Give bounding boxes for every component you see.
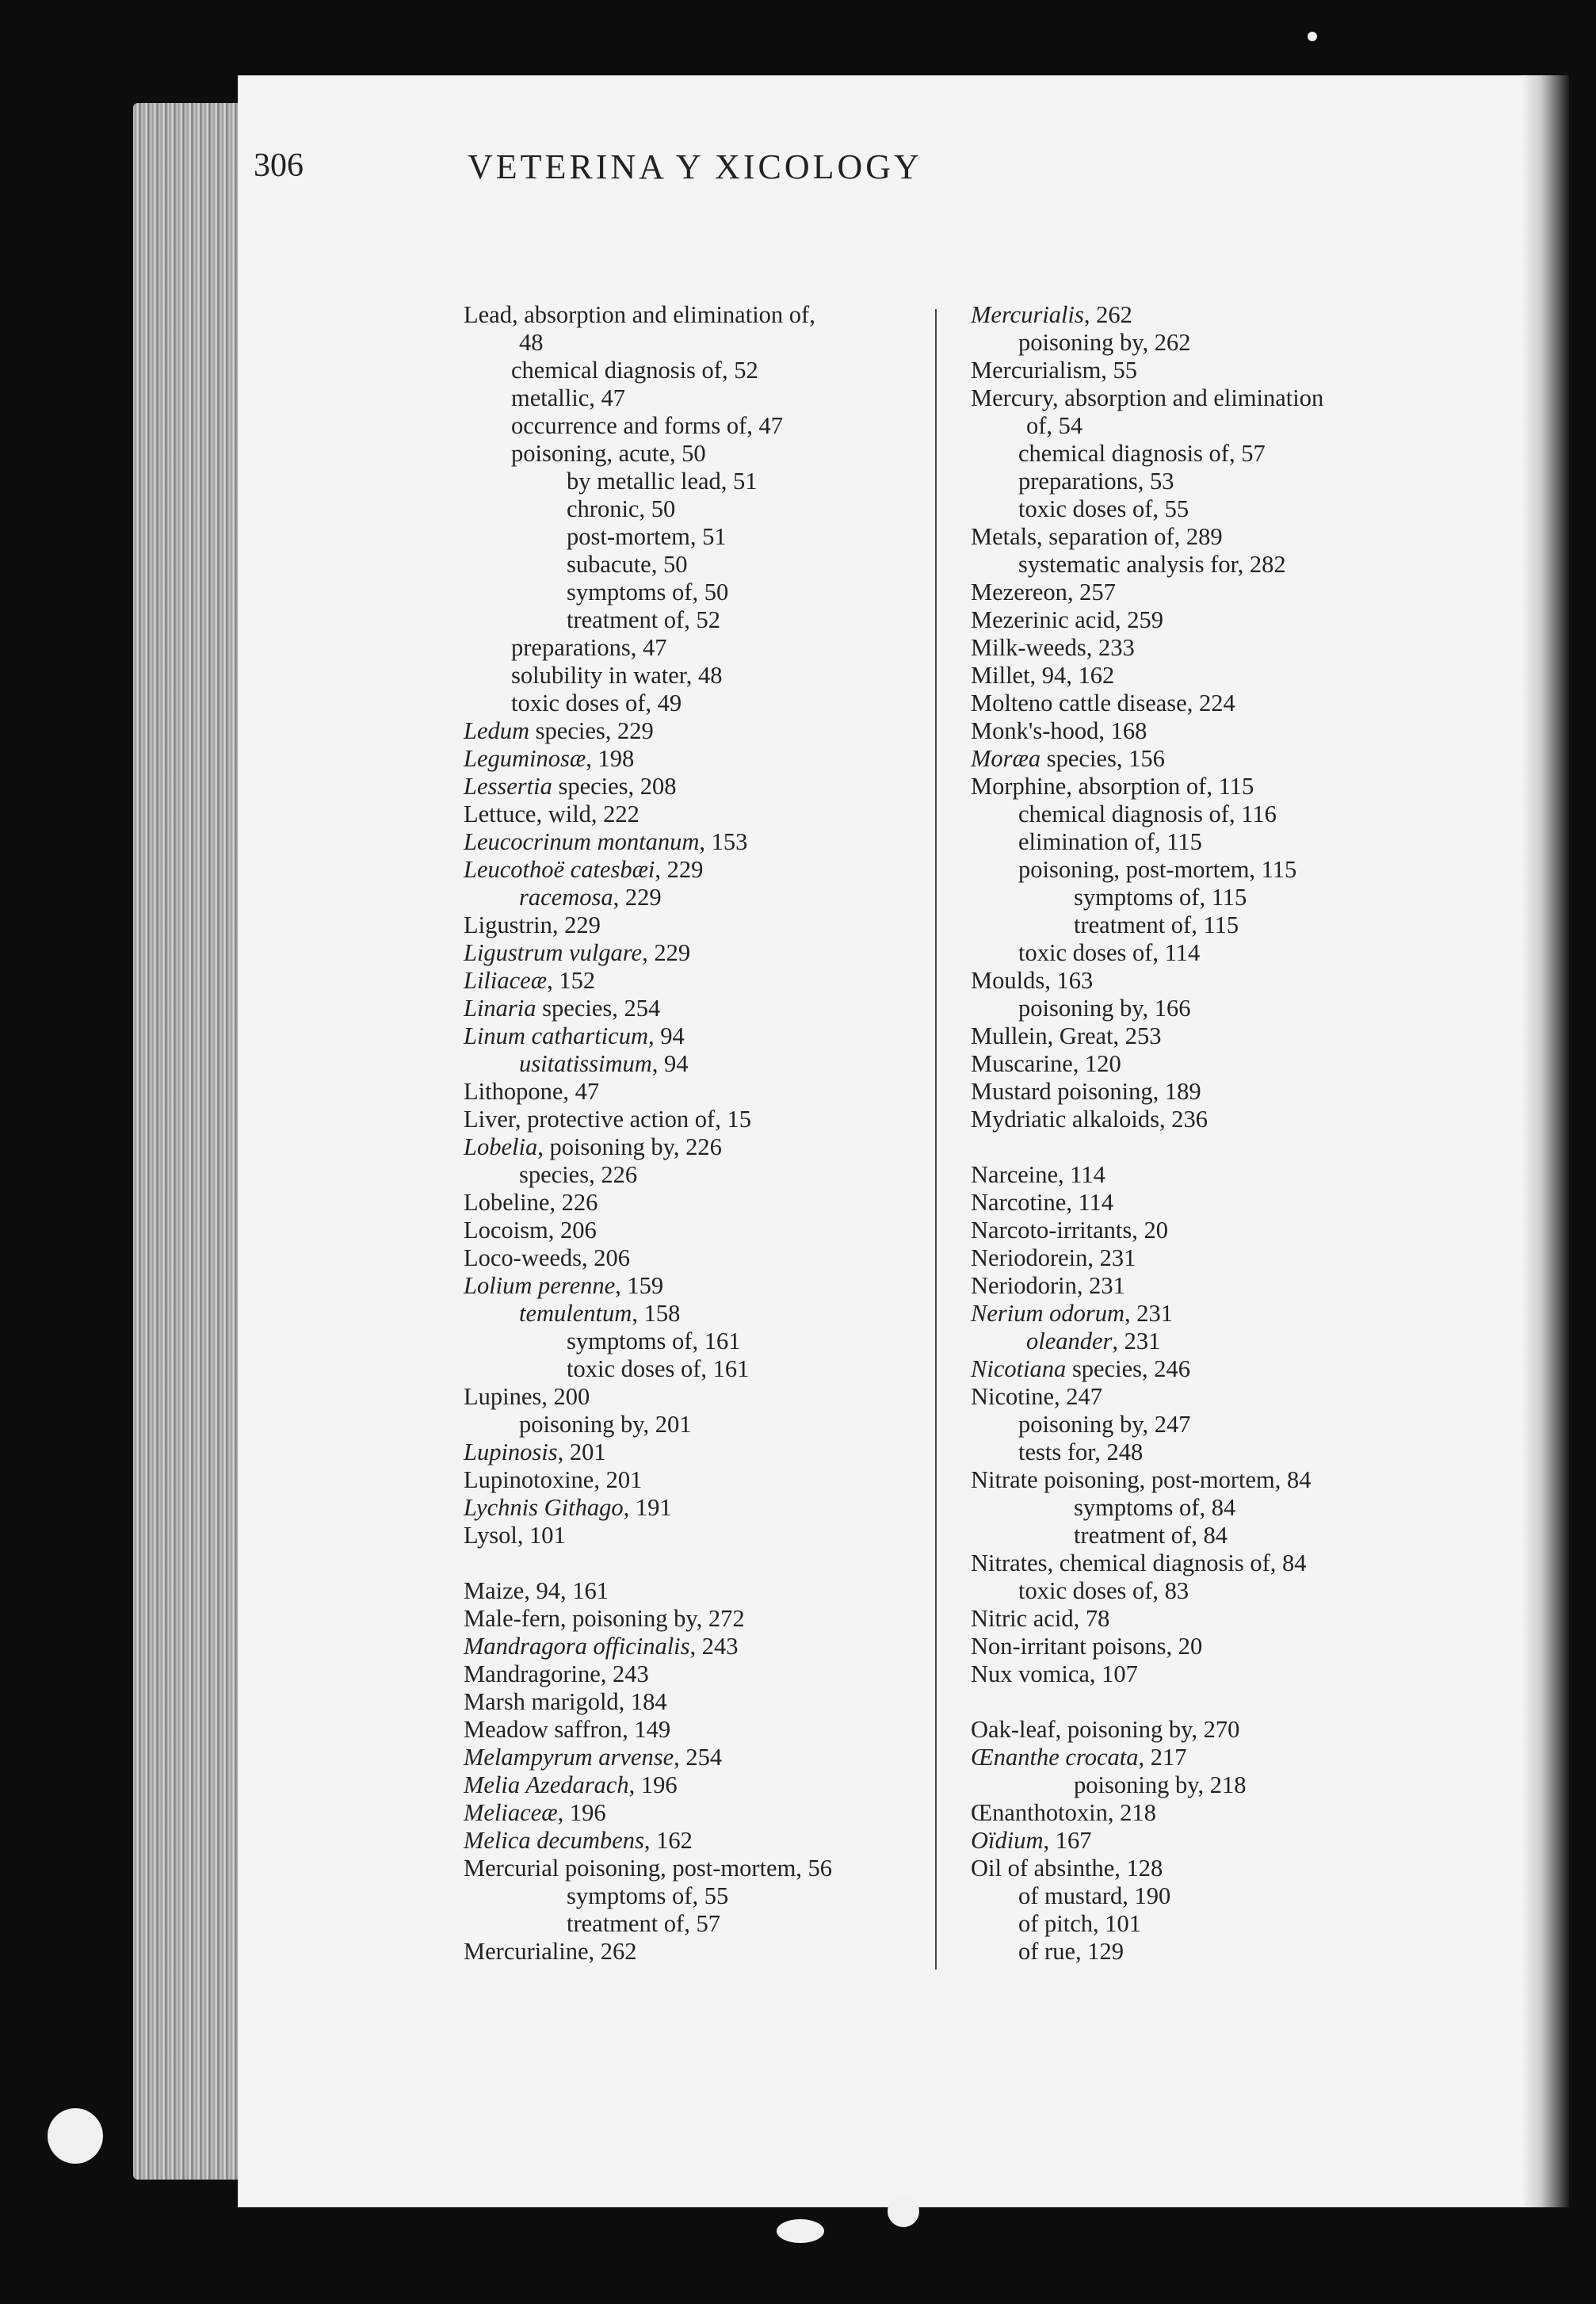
index-entry bbox=[971, 1383, 1323, 1411]
index-term-italic: Lupinosis bbox=[464, 1439, 558, 1465]
index-text: Oil of absinthe, 128 bbox=[971, 1855, 1163, 1882]
index-subentry bbox=[971, 551, 1323, 579]
index-text: Millet, 94, 162 bbox=[971, 662, 1115, 689]
running-head-title: VETERINA Y XICOLOGY bbox=[468, 147, 922, 186]
index-entry bbox=[464, 1494, 832, 1522]
index-text: species, 254 bbox=[536, 995, 661, 1022]
index-text: Molteno cattle disease, 224 bbox=[971, 690, 1235, 716]
index-text: Muscarine, 120 bbox=[971, 1050, 1121, 1077]
index-text: Lead, absorption and elimination of, bbox=[464, 301, 815, 328]
index-entry bbox=[464, 1771, 832, 1799]
index-text: , 94 bbox=[651, 1050, 689, 1077]
index-text: Locoism, 206 bbox=[464, 1217, 597, 1244]
index-entry bbox=[971, 690, 1323, 717]
index-entry bbox=[971, 1106, 1323, 1133]
index-entry bbox=[971, 1050, 1323, 1078]
index-term-italic: Leucocrinum montanum bbox=[464, 828, 700, 855]
index-entry bbox=[971, 1355, 1323, 1383]
index-text: Neriodorin, 231 bbox=[971, 1272, 1125, 1299]
index-column-left bbox=[464, 301, 832, 1966]
index-text: post-mortem, 51 bbox=[567, 523, 727, 550]
index-entry bbox=[971, 1466, 1323, 1494]
index-entry bbox=[464, 1605, 832, 1633]
index-text: poisoning, post-mortem, 115 bbox=[1018, 856, 1297, 883]
index-entry bbox=[971, 606, 1323, 634]
index-entry bbox=[971, 1633, 1323, 1660]
index-text: , 231 bbox=[1112, 1328, 1161, 1355]
index-text: Morphine, absorption of, 115 bbox=[971, 773, 1254, 800]
index-entry bbox=[464, 745, 832, 773]
index-entry bbox=[464, 1827, 832, 1855]
index-text: Mustard poisoning, 189 bbox=[971, 1078, 1201, 1105]
index-subentry bbox=[971, 884, 1323, 911]
index-text: preparations, 47 bbox=[511, 634, 667, 661]
index-text: Lithopone, 47 bbox=[464, 1078, 600, 1105]
index-subentry bbox=[464, 662, 832, 690]
index-subentry bbox=[971, 828, 1323, 856]
index-text: Maize, 94, 161 bbox=[464, 1577, 609, 1604]
index-entry bbox=[464, 1383, 832, 1411]
index-text: chemical diagnosis of, 57 bbox=[1018, 440, 1266, 467]
index-text: symptoms of, 84 bbox=[1074, 1494, 1236, 1521]
index-entry bbox=[464, 1577, 832, 1605]
index-text: Mydriatic alkaloids, 236 bbox=[971, 1106, 1208, 1133]
index-entry bbox=[464, 1938, 832, 1966]
index-text: , 159 bbox=[615, 1272, 664, 1299]
index-term-italic: Ligustrum vulgare bbox=[464, 939, 643, 966]
index-subentry bbox=[464, 495, 832, 523]
index-text: toxic doses of, 83 bbox=[1018, 1577, 1189, 1604]
index-subentry bbox=[971, 1910, 1323, 1938]
index-entry bbox=[971, 1744, 1323, 1771]
index-term-italic: temulentum bbox=[519, 1300, 632, 1327]
index-text: Monk's-hood, 168 bbox=[971, 717, 1147, 744]
index-subentry bbox=[464, 884, 832, 911]
index-entry bbox=[464, 1244, 832, 1272]
page-edges bbox=[133, 103, 244, 2180]
index-text: , 229 bbox=[655, 856, 704, 883]
index-entry bbox=[971, 1799, 1323, 1827]
index-entry bbox=[464, 1133, 832, 1161]
index-text: , 196 bbox=[557, 1799, 606, 1826]
index-subentry bbox=[971, 1328, 1323, 1355]
index-text: solubility in water, 48 bbox=[511, 662, 723, 689]
index-entry bbox=[971, 1660, 1323, 1688]
index-subentry bbox=[464, 606, 832, 634]
index-subentry bbox=[464, 523, 832, 551]
index-text: Neriodorein, 231 bbox=[971, 1244, 1136, 1271]
index-subentry bbox=[464, 579, 832, 606]
index-term-italic: Mercurialis bbox=[971, 301, 1084, 328]
index-subentry bbox=[464, 1882, 832, 1910]
index-entry bbox=[464, 828, 832, 856]
index-entry bbox=[464, 939, 832, 967]
index-entry bbox=[971, 773, 1323, 800]
index-text: poisoning, acute, 50 bbox=[511, 440, 706, 467]
index-text: Nitric acid, 78 bbox=[971, 1605, 1110, 1632]
index-text: of mustard, 190 bbox=[1018, 1882, 1171, 1909]
index-text: chemical diagnosis of, 116 bbox=[1018, 800, 1277, 827]
index-entry bbox=[464, 967, 832, 995]
index-entry bbox=[971, 301, 1323, 329]
index-subentry bbox=[971, 468, 1323, 495]
index-entry bbox=[464, 1466, 832, 1494]
index-text: treatment of, 115 bbox=[1074, 911, 1239, 938]
index-term-italic: Lolium perenne bbox=[464, 1272, 616, 1299]
index-term-italic: Nicotiana bbox=[971, 1355, 1067, 1382]
index-text: Lysol, 101 bbox=[464, 1522, 566, 1549]
index-text: Marsh marigold, 184 bbox=[464, 1688, 667, 1715]
index-text: metallic, 47 bbox=[511, 384, 625, 411]
index-subentry bbox=[971, 1577, 1323, 1605]
index-text: Œnanthotoxin, 218 bbox=[971, 1799, 1156, 1826]
index-entry bbox=[464, 1189, 832, 1217]
index-entry bbox=[464, 1744, 832, 1771]
index-text: of pitch, 101 bbox=[1018, 1910, 1142, 1937]
index-text: Metals, separation of, 289 bbox=[971, 523, 1223, 550]
page-gutter-shadow bbox=[1522, 75, 1569, 2207]
index-text: toxic doses of, 161 bbox=[567, 1355, 750, 1382]
index-term-italic: usitatissimum bbox=[519, 1050, 652, 1077]
index-text: Mezerinic acid, 259 bbox=[971, 606, 1164, 633]
page-number: 306 bbox=[254, 147, 304, 184]
index-text: 48 bbox=[519, 329, 544, 356]
index-text: poisoning by, 218 bbox=[1074, 1771, 1247, 1798]
index-term-italic: Lychnis Githago bbox=[464, 1494, 624, 1521]
index-text: , 254 bbox=[674, 1744, 723, 1771]
index-subentry bbox=[971, 1771, 1323, 1799]
index-subentry bbox=[971, 995, 1323, 1022]
index-entry bbox=[464, 995, 832, 1022]
index-text: , 158 bbox=[632, 1300, 681, 1327]
index-subentry bbox=[971, 856, 1323, 884]
index-term-italic: racemosa bbox=[519, 884, 613, 911]
index-text: tests for, 248 bbox=[1018, 1439, 1144, 1465]
index-text: by metallic lead, 51 bbox=[567, 468, 758, 495]
index-entry bbox=[971, 384, 1323, 412]
index-text: Nitrate poisoning, post-mortem, 84 bbox=[971, 1466, 1312, 1493]
index-subentry bbox=[971, 412, 1323, 440]
index-entry bbox=[971, 1716, 1323, 1744]
index-text: , 167 bbox=[1043, 1827, 1092, 1854]
index-text: Lettuce, wild, 222 bbox=[464, 800, 640, 827]
index-text: Non-irritant poisons, 20 bbox=[971, 1633, 1203, 1660]
index-subentry bbox=[464, 1161, 832, 1189]
index-subentry bbox=[464, 1910, 832, 1938]
dust-speck bbox=[48, 2108, 103, 2164]
index-term-italic: Liliaceæ bbox=[464, 967, 548, 994]
index-text: , 94 bbox=[647, 1022, 685, 1049]
index-subentry bbox=[971, 939, 1323, 967]
index-entry bbox=[464, 1078, 832, 1106]
index-subentry bbox=[464, 634, 832, 662]
index-text: treatment of, 84 bbox=[1074, 1522, 1228, 1549]
index-text: symptoms of, 115 bbox=[1074, 884, 1247, 911]
index-text: Mercurialism, 55 bbox=[971, 357, 1138, 384]
index-subentry bbox=[464, 357, 832, 384]
index-text: Mezereon, 257 bbox=[971, 579, 1116, 606]
index-entry bbox=[464, 1217, 832, 1244]
index-text: species, 229 bbox=[529, 717, 654, 744]
index-term-italic: Ledum bbox=[464, 717, 530, 744]
index-text: elimination of, 115 bbox=[1018, 828, 1202, 855]
dust-speck bbox=[777, 2219, 824, 2243]
index-term-italic: Leucothoë catesbæi bbox=[464, 856, 655, 883]
index-term-italic: Melia Azedarach bbox=[464, 1771, 629, 1798]
column-divider bbox=[935, 309, 937, 1970]
index-entry bbox=[464, 773, 832, 800]
index-entry bbox=[464, 856, 832, 884]
index-text: , 162 bbox=[643, 1827, 693, 1854]
index-text: symptoms of, 161 bbox=[567, 1328, 741, 1355]
index-text: symptoms of, 55 bbox=[567, 1882, 729, 1909]
index-term-italic: Oïdium bbox=[971, 1827, 1044, 1854]
index-text: , 196 bbox=[628, 1771, 678, 1798]
index-text: Moulds, 163 bbox=[971, 967, 1094, 994]
index-gap bbox=[464, 1549, 832, 1577]
index-text: chemical diagnosis of, 52 bbox=[511, 357, 758, 384]
index-text: Ligustrin, 229 bbox=[464, 911, 601, 938]
index-entry bbox=[971, 1827, 1323, 1855]
index-text: systematic analysis for, 282 bbox=[1018, 551, 1286, 578]
index-text: , 229 bbox=[642, 939, 691, 966]
index-subentry bbox=[971, 440, 1323, 468]
index-text: Nitrates, chemical diagnosis of, 84 bbox=[971, 1549, 1307, 1576]
index-entry bbox=[464, 1022, 832, 1050]
index-text: species, 208 bbox=[552, 773, 677, 800]
index-entry bbox=[971, 1022, 1323, 1050]
index-entry bbox=[464, 1660, 832, 1688]
index-term-italic: Nerium odorum bbox=[971, 1300, 1125, 1327]
index-text: , 231 bbox=[1124, 1300, 1174, 1327]
index-subentry bbox=[464, 1300, 832, 1328]
index-entry bbox=[971, 1272, 1323, 1300]
index-text: toxic doses of, 49 bbox=[511, 690, 682, 716]
index-entry bbox=[971, 1300, 1323, 1328]
index-text: , 229 bbox=[613, 884, 662, 911]
index-subentry bbox=[464, 1411, 832, 1439]
index-subentry bbox=[971, 1522, 1323, 1549]
index-term-italic: Œnanthe crocata bbox=[971, 1744, 1139, 1771]
index-gap bbox=[971, 1133, 1323, 1161]
index-subentry bbox=[971, 1494, 1323, 1522]
index-text: species, 156 bbox=[1040, 745, 1165, 772]
index-term-italic: Moræa bbox=[971, 745, 1041, 772]
index-subentry bbox=[971, 329, 1323, 357]
index-text: Nux vomica, 107 bbox=[971, 1660, 1138, 1687]
index-subentry bbox=[971, 1411, 1323, 1439]
index-entry bbox=[464, 301, 832, 329]
index-text: , 198 bbox=[586, 745, 635, 772]
index-term-italic: Linaria bbox=[464, 995, 536, 1022]
index-text: toxic doses of, 55 bbox=[1018, 495, 1189, 522]
index-subentry bbox=[971, 1938, 1323, 1966]
index-term-italic: Lessertia bbox=[464, 773, 552, 800]
index-text: toxic doses of, 114 bbox=[1018, 939, 1201, 966]
index-entry bbox=[971, 967, 1323, 995]
index-term-italic: Meliaceæ bbox=[464, 1799, 558, 1826]
index-entry bbox=[971, 662, 1323, 690]
index-entry bbox=[464, 911, 832, 939]
index-text: poisoning by, 201 bbox=[519, 1411, 692, 1438]
index-subentry bbox=[464, 551, 832, 579]
index-entry bbox=[971, 1244, 1323, 1272]
index-entry bbox=[971, 1549, 1323, 1577]
index-term-italic: Lobelia bbox=[464, 1133, 538, 1160]
index-text: Liver, protective action of, 15 bbox=[464, 1106, 751, 1133]
index-text: Oak-leaf, poisoning by, 270 bbox=[971, 1716, 1240, 1743]
index-text: Male-fern, poisoning by, 272 bbox=[464, 1605, 745, 1632]
index-entry bbox=[971, 523, 1323, 551]
index-text: Narcotine, 114 bbox=[971, 1189, 1114, 1216]
index-text: poisoning by, 247 bbox=[1018, 1411, 1191, 1438]
index-text: Narcoto-irritants, 20 bbox=[971, 1217, 1169, 1244]
index-text: Mercurialine, 262 bbox=[464, 1938, 637, 1965]
index-subentry bbox=[464, 1328, 832, 1355]
index-text: of, 54 bbox=[1026, 412, 1083, 439]
dust-speck bbox=[888, 2195, 919, 2227]
index-text: preparations, 53 bbox=[1018, 468, 1174, 495]
index-text: , 153 bbox=[699, 828, 748, 855]
index-term-italic: Melampyrum arvense bbox=[464, 1744, 674, 1771]
index-subentry bbox=[971, 1439, 1323, 1466]
index-text: Lupines, 200 bbox=[464, 1383, 590, 1410]
index-term-italic: Mandragora officinalis bbox=[464, 1633, 690, 1660]
index-term-italic: oleander bbox=[1026, 1328, 1113, 1355]
index-entry bbox=[971, 357, 1323, 384]
index-subentry bbox=[464, 384, 832, 412]
index-subentry bbox=[464, 690, 832, 717]
index-text: , 217 bbox=[1138, 1744, 1187, 1771]
index-text: symptoms of, 50 bbox=[567, 579, 729, 606]
index-subentry bbox=[464, 1050, 832, 1078]
index-text: subacute, 50 bbox=[567, 551, 688, 578]
index-entry bbox=[464, 1106, 832, 1133]
index-text: , 152 bbox=[547, 967, 596, 994]
index-text: Milk-weeds, 233 bbox=[971, 634, 1135, 661]
index-text: Narceine, 114 bbox=[971, 1161, 1105, 1188]
index-text: treatment of, 57 bbox=[567, 1910, 720, 1937]
index-entry bbox=[971, 1078, 1323, 1106]
index-entry bbox=[464, 1855, 832, 1882]
index-column-right bbox=[971, 301, 1323, 1966]
index-term-italic: Leguminosæ bbox=[464, 745, 586, 772]
index-entry bbox=[971, 1161, 1323, 1189]
index-subentry bbox=[464, 1355, 832, 1383]
index-subentry bbox=[464, 468, 832, 495]
index-subentry bbox=[971, 911, 1323, 939]
index-gap bbox=[971, 1688, 1323, 1716]
book-page bbox=[238, 75, 1569, 2207]
index-subentry bbox=[971, 1882, 1323, 1910]
index-text: , 243 bbox=[689, 1633, 739, 1660]
index-entry bbox=[971, 745, 1323, 773]
index-entry bbox=[971, 634, 1323, 662]
index-text: Meadow saffron, 149 bbox=[464, 1716, 671, 1743]
index-text: Mercury, absorption and elimination bbox=[971, 384, 1324, 411]
index-entry bbox=[971, 579, 1323, 606]
index-text: poisoning by, 262 bbox=[1018, 329, 1191, 356]
index-term-italic: Linum catharticum bbox=[464, 1022, 648, 1049]
index-text: occurrence and forms of, 47 bbox=[511, 412, 783, 439]
index-text: , poisoning by, 226 bbox=[537, 1133, 722, 1160]
dust-speck bbox=[1308, 32, 1317, 41]
index-entry bbox=[464, 800, 832, 828]
index-text: Mercurial poisoning, post-mortem, 56 bbox=[464, 1855, 833, 1882]
index-text: , 262 bbox=[1083, 301, 1132, 328]
index-entry bbox=[464, 1633, 832, 1660]
index-text: Lupinotoxine, 201 bbox=[464, 1466, 643, 1493]
index-text: poisoning by, 166 bbox=[1018, 995, 1191, 1022]
index-entry bbox=[971, 1855, 1323, 1882]
index-text: treatment of, 52 bbox=[567, 606, 720, 633]
index-entry bbox=[464, 1272, 832, 1300]
index-text: Lobeline, 226 bbox=[464, 1189, 598, 1216]
index-text: Mullein, Great, 253 bbox=[971, 1022, 1162, 1049]
index-text: of rue, 129 bbox=[1018, 1938, 1124, 1965]
index-text: species, 226 bbox=[519, 1161, 638, 1188]
index-entry bbox=[464, 1522, 832, 1549]
index-text: , 191 bbox=[623, 1494, 672, 1521]
index-entry bbox=[464, 1799, 832, 1827]
index-entry bbox=[971, 717, 1323, 745]
index-text: Nicotine, 247 bbox=[971, 1383, 1103, 1410]
index-entry bbox=[971, 1217, 1323, 1244]
index-subentry bbox=[464, 329, 832, 357]
index-subentry bbox=[464, 412, 832, 440]
index-text: Loco-weeds, 206 bbox=[464, 1244, 631, 1271]
index-text: Mandragorine, 243 bbox=[464, 1660, 649, 1687]
index-subentry bbox=[971, 495, 1323, 523]
index-text: , 201 bbox=[557, 1439, 606, 1465]
index-entry bbox=[464, 1688, 832, 1716]
index-entry bbox=[464, 717, 832, 745]
index-subentry bbox=[971, 800, 1323, 828]
index-entry bbox=[971, 1605, 1323, 1633]
index-text: chronic, 50 bbox=[567, 495, 676, 522]
index-entry bbox=[971, 1189, 1323, 1217]
index-text: species, 246 bbox=[1066, 1355, 1191, 1382]
index-entry bbox=[464, 1439, 832, 1466]
index-term-italic: Melica decumbens bbox=[464, 1827, 644, 1854]
index-subentry bbox=[464, 440, 832, 468]
index-entry bbox=[464, 1716, 832, 1744]
